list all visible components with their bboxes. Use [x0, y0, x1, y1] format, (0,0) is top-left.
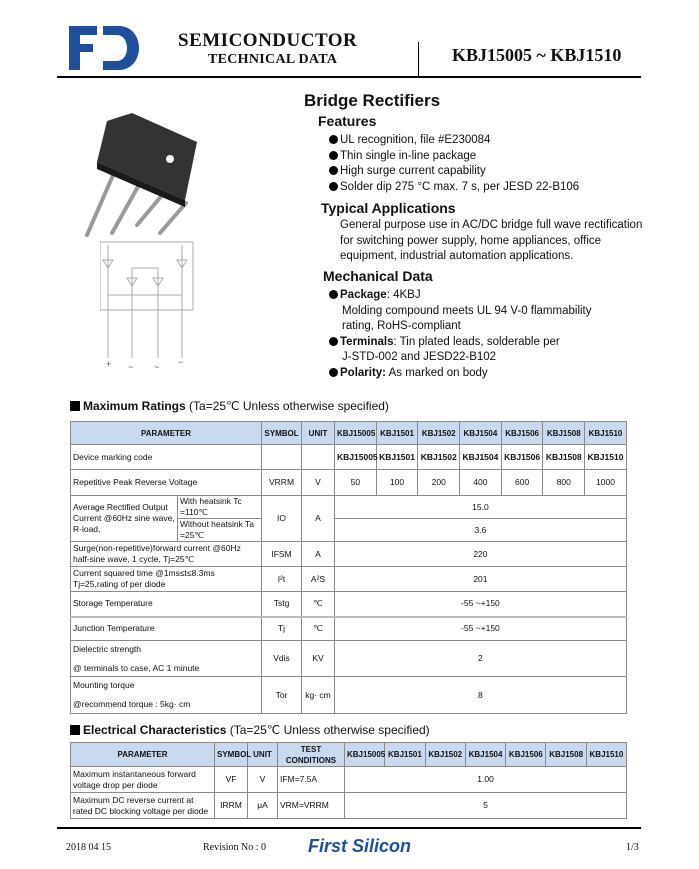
feature-item: High surge current capability [329, 164, 579, 180]
header-rule [57, 76, 641, 78]
table-cell: VF [215, 767, 248, 793]
fs-logo [69, 26, 139, 70]
table-cell: KBJ1502 [418, 445, 460, 470]
column-header: KBJ1504 [460, 422, 502, 445]
table-cell: Vdis [262, 641, 302, 677]
table-cell: IFSM [262, 542, 302, 567]
table-row [71, 592, 627, 617]
table-cell: I²t [262, 567, 302, 592]
max-ratings-table [70, 421, 627, 714]
page-number: 1/3 [626, 842, 639, 853]
table-cell: 50 [335, 470, 377, 496]
table-cell: IO [262, 496, 302, 542]
pin-ac1: ~ [128, 362, 134, 370]
column-header: KBJ1506 [501, 422, 543, 445]
max-ratings-heading: Maximum Ratings (Ta=25℃ Unless otherwise specified) [70, 399, 389, 413]
mechanical-list: Package: 4KBJ Molding compound meets UL 94 V-0 flammability rating, RoHS-compliant Terminals: Tin plated leads, solderable per J-STD-002 and JESD22-B102 Polarity: As marked on body [329, 288, 592, 381]
electrical-table [70, 742, 627, 819]
column-header: KBJ1504 [465, 743, 505, 767]
circuit-schematic [100, 240, 195, 370]
table-row [71, 767, 627, 793]
table-cell: A [302, 496, 335, 542]
table-cell: IRRM [215, 793, 248, 819]
table-cell: VRM=VRRM [278, 793, 345, 819]
table-cell: 1.00 [345, 767, 627, 793]
table-cell: Current squared time @1ms≤t≤8.3ms Tj=25,rating of per diode [71, 567, 262, 592]
table-cell: KBJ15005 [335, 445, 377, 470]
table-cell: V [248, 767, 278, 793]
header-divider [418, 42, 419, 78]
table-cell: With heatsink Tc =110℃ [178, 496, 262, 519]
column-header: UNIT [302, 422, 335, 445]
pin-plus: + [106, 359, 112, 369]
column-header: KBJ1506 [506, 743, 546, 767]
table-cell: 800 [543, 470, 585, 496]
table-cell: 100 [376, 470, 418, 496]
table-cell: 201 [335, 567, 627, 592]
column-header: KBJ1508 [543, 422, 585, 445]
table-cell: ℃ [302, 617, 335, 641]
table-cell: ℃ [302, 592, 335, 617]
table-cell: Maximum instantaneous forward voltage drop per diode [71, 767, 215, 793]
bullet-icon [329, 135, 338, 144]
table-cell [262, 445, 302, 470]
column-header: KBJ1510 [586, 743, 626, 767]
company-title: SEMICONDUCTOR [178, 30, 358, 51]
table-cell: 5 [345, 793, 627, 819]
bullet-icon [329, 368, 338, 377]
table-cell: Tor [262, 677, 302, 714]
bullet-icon [329, 290, 338, 299]
column-header: KBJ1510 [585, 422, 627, 445]
table-cell: Junction Temperature [71, 617, 262, 641]
table-cell: Surge(non-repetitive)forward current @60Hz half-sine wave, 1 cycle, Tj=25℃ [71, 542, 262, 567]
table-cell: V [302, 470, 335, 496]
table-cell [302, 445, 335, 470]
table-row [71, 641, 627, 677]
table-cell: μA [248, 793, 278, 819]
footer-brand: First Silicon [308, 836, 412, 856]
applications-heading: Typical Applications [321, 200, 456, 216]
bullet-icon [329, 182, 338, 191]
table-cell: 3.6 [335, 519, 627, 542]
table-cell: A²S [302, 567, 335, 592]
applications-text: General purpose use in AC/DC bridge full wave rectification for switching power supply, home appliances, office equipment, industrial automation applications. [340, 219, 643, 262]
table-cell: KV [302, 641, 335, 677]
document-subtitle: TECHNICAL DATA [208, 52, 338, 67]
features-list [329, 133, 579, 195]
table-cell: Mounting torque @recommend torque : 5kg· cm [71, 677, 262, 714]
table-cell: Storage Temperature [71, 592, 262, 617]
table-cell: Dielectric strength @ terminals to case, AC 1 minute [71, 641, 262, 677]
table-cell: A [302, 542, 335, 567]
feature-item: UL recognition, file #E230084 [329, 133, 579, 149]
column-header: PARAMETER [71, 743, 215, 767]
column-header: TEST CONDITIONS [278, 743, 345, 767]
table-row [71, 496, 627, 519]
column-header: SYMBOL [215, 743, 248, 767]
package-image [82, 105, 207, 240]
table-cell: Device marking code [71, 445, 262, 470]
table-cell: Without heatsink Ta =25℃ [178, 519, 262, 542]
table-cell: Repetitive Peak Reverse Voltage [71, 470, 262, 496]
column-header: KBJ1502 [425, 743, 465, 767]
column-header: KBJ1502 [418, 422, 460, 445]
mechanical-heading: Mechanical Data [323, 268, 433, 284]
table-cell: -55 ~+150 [335, 592, 627, 617]
table-cell: 200 [418, 470, 460, 496]
footer-revision: Revision No : 0 [203, 842, 267, 853]
column-header: KBJ1501 [385, 743, 425, 767]
table-cell: KBJ1501 [376, 445, 418, 470]
table-cell: 220 [335, 542, 627, 567]
table-row [71, 542, 627, 567]
table-cell: 400 [460, 470, 502, 496]
bullet-icon [329, 166, 338, 175]
features-heading: Features [318, 113, 377, 129]
column-header: KBJ15005 [335, 422, 377, 445]
table-cell: 8 [335, 677, 627, 714]
column-header: SYMBOL [262, 422, 302, 445]
table-row [71, 793, 627, 819]
table-cell: KBJ1508 [543, 445, 585, 470]
table-row [71, 677, 627, 714]
table-cell: 600 [501, 470, 543, 496]
table-cell: KBJ1510 [585, 445, 627, 470]
column-header: KBJ15005 [345, 743, 385, 767]
footer-date: 2018 04 15 [66, 842, 111, 853]
table-cell: Maximum DC reverse current at rated DC blocking voltage per diode [71, 793, 215, 819]
table-cell: KBJ1506 [501, 445, 543, 470]
feature-item: Solder dip 275 °C max. 7 s, per JESD 22-B106 [329, 180, 579, 196]
bullet-icon [329, 151, 338, 160]
feature-item: Thin single in-line package [329, 149, 579, 165]
table-cell: Average Rectified Output Current @60Hz sine wave, R-load, [71, 496, 178, 542]
table-cell: kg· cm [302, 677, 335, 714]
table-row [71, 470, 627, 496]
table-cell: Tj [262, 617, 302, 641]
table-cell: KBJ1504 [460, 445, 502, 470]
table-cell: IFM=7.5A [278, 767, 345, 793]
table-row [71, 445, 627, 470]
table-cell: 15.0 [335, 496, 627, 519]
table-cell: VRRM [262, 470, 302, 496]
column-header: KBJ1501 [376, 422, 418, 445]
table-cell: Tstg [262, 592, 302, 617]
electrical-heading: Electrical Characteristics (Ta=25℃ Unless otherwise specified) [70, 723, 430, 737]
column-header: PARAMETER [71, 422, 262, 445]
table-cell: 1000 [585, 470, 627, 496]
pin-minus: − [178, 357, 184, 367]
bullet-icon [329, 337, 338, 346]
pin-ac2: ~ [154, 362, 160, 370]
part-range: KBJ15005 ~ KBJ1510 [452, 45, 622, 65]
page-title: Bridge Rectifiers [304, 91, 441, 110]
table-row [71, 567, 627, 592]
table-cell: 2 [335, 641, 627, 677]
table-row [71, 617, 627, 641]
footer-rule [57, 827, 641, 829]
column-header: UNIT [248, 743, 278, 767]
table-cell: -55 ~+150 [335, 617, 627, 641]
column-header: KBJ1508 [546, 743, 586, 767]
